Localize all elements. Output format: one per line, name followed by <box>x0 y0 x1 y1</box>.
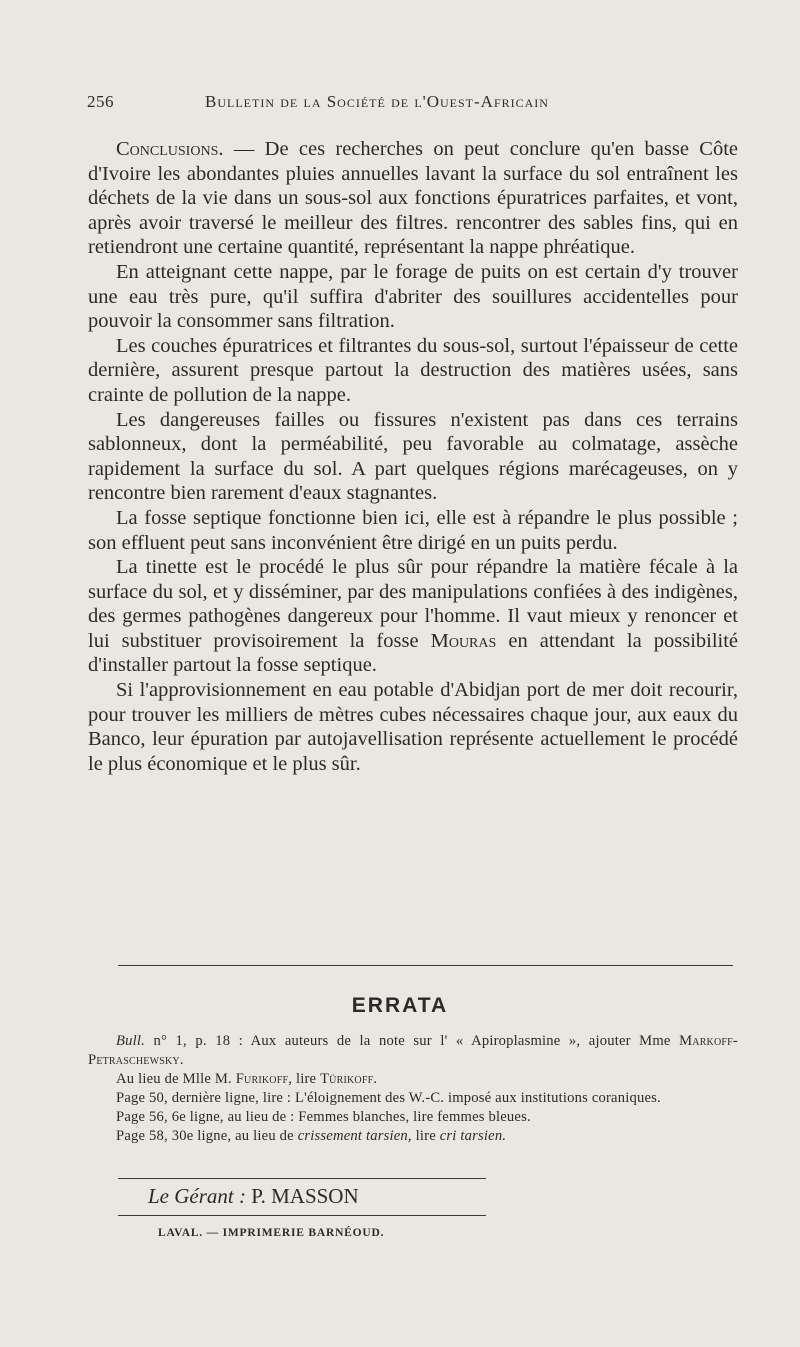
errata-text: n° 1, p. 18 : Aux auteurs de la note sur l' « Apiroplasmine », ajouter Mme <box>153 1033 671 1049</box>
running-title: Bulletin de la Société de l'Ouest-Africain <box>205 92 549 111</box>
paragraph-text: — De ces recherches on peut conclure qu'en basse Côte d'Ivoire les abondantes pluies annuelles lavant la surface du sol entraînent les déchets de la vie dans un sous-sol aux fonctions épuratrices parfaites, et vont, après avoir traversé le meilleur des filtres. rencontrer des sables fins, qui en retiendront une certaine quantité, représentant la nappe phréatique. <box>88 138 738 259</box>
errata-title: ERRATA <box>351 994 449 1017</box>
errata-item: Page 50, dernière ligne, lire : L'éloignement des W.-C. imposé aux institutions coraniques. <box>116 1090 661 1106</box>
paragraph: Les dangereuses failles ou fissures n'existent pas dans ces terrains sablonneux, dont la perméabilité, peu favorable au colmatage, assèche rapidement la surface du sol. A part quelques régions marécageuses, on y rencontre bien rarement d'eaux stagnantes. <box>88 408 738 505</box>
divider <box>118 1215 486 1216</box>
divider <box>118 1178 486 1179</box>
conclusions-label: Conclusions. <box>116 138 224 160</box>
errata-list <box>88 1032 738 1146</box>
gerant-line <box>148 1184 359 1209</box>
gerant-label: Le Gérant : <box>148 1184 246 1208</box>
errata-text: Au lieu de Mlle M. <box>116 1071 232 1087</box>
conclusions-section <box>88 137 738 776</box>
errata-text: Page 58, 30e ligne, au lieu de <box>116 1128 294 1144</box>
paragraph <box>88 137 738 260</box>
bull-abbrev: Bull. <box>116 1033 145 1049</box>
gerant-name: P. MASSON <box>251 1184 359 1208</box>
paragraph <box>88 555 738 678</box>
paragraph-text: La tinette est le procédé le plus sûr pour répandre la matière fécale à la surface du sol, et y disséminer, par des manipulations confiées à des indigènes, des germes pathogènes dangereux pour l'homme. Il vaut mieux y renoncer et lui substituer provisoirement la fosse <box>88 556 738 652</box>
errata-item <box>88 1032 738 1070</box>
paragraph: En atteignant cette nappe, par le forage de puits on est certain d'y trouver une eau très pure, qu'il suffira d'abriter des souillures accidentelles pour pouvoir la consommer sans filtration. <box>88 260 738 333</box>
paragraph-text: en attendant la possibilité d'installer partout la fosse septique. <box>88 629 739 677</box>
author-name: Furikoff, <box>235 1071 293 1087</box>
page-header <box>87 92 737 122</box>
errata-italic: cri tarsien. <box>439 1128 507 1144</box>
errata-italic: crissement tarsien, <box>297 1128 412 1144</box>
errata-text: lire <box>415 1128 436 1144</box>
divider <box>118 965 733 966</box>
author-name: Türikoff. <box>320 1071 378 1087</box>
paragraph: La fosse septique fonctionne bien ici, elle est à répandre le plus possible ; son effluent peut sans inconvénient être dirigé en un puits perdu. <box>88 506 738 554</box>
printer-line: LAVAL. — IMPRIMERIE BARNÉOUD. <box>158 1227 385 1239</box>
page-number: 256 <box>87 92 114 111</box>
errata-item <box>88 1070 738 1089</box>
errata-text: lire <box>295 1071 317 1087</box>
errata-item <box>88 1127 738 1146</box>
paragraph: Les couches épuratrices et filtrantes du sous-sol, surtout l'épaisseur de cette dernière, assurent presque partout la destruction des matières usées, sans crainte de pollution de la nappe. <box>88 334 738 406</box>
paragraph: Si l'approvisionnement en eau potable d'Abidjan port de mer doit recourir, pour trouver les milliers de mètres cubes nécessaires chaque jour, aux eaux du Banco, leur épuration par autojavellisation représente actuellement le procédé le plus économique et le plus sûr. <box>88 679 738 775</box>
mouras-name: Mouras <box>430 629 497 652</box>
author-name: Markoff-Petraschewsky. <box>88 1033 738 1068</box>
errata-item: Page 56, 6e ligne, au lieu de : Femmes blanches, lire femmes bleues. <box>116 1109 531 1125</box>
